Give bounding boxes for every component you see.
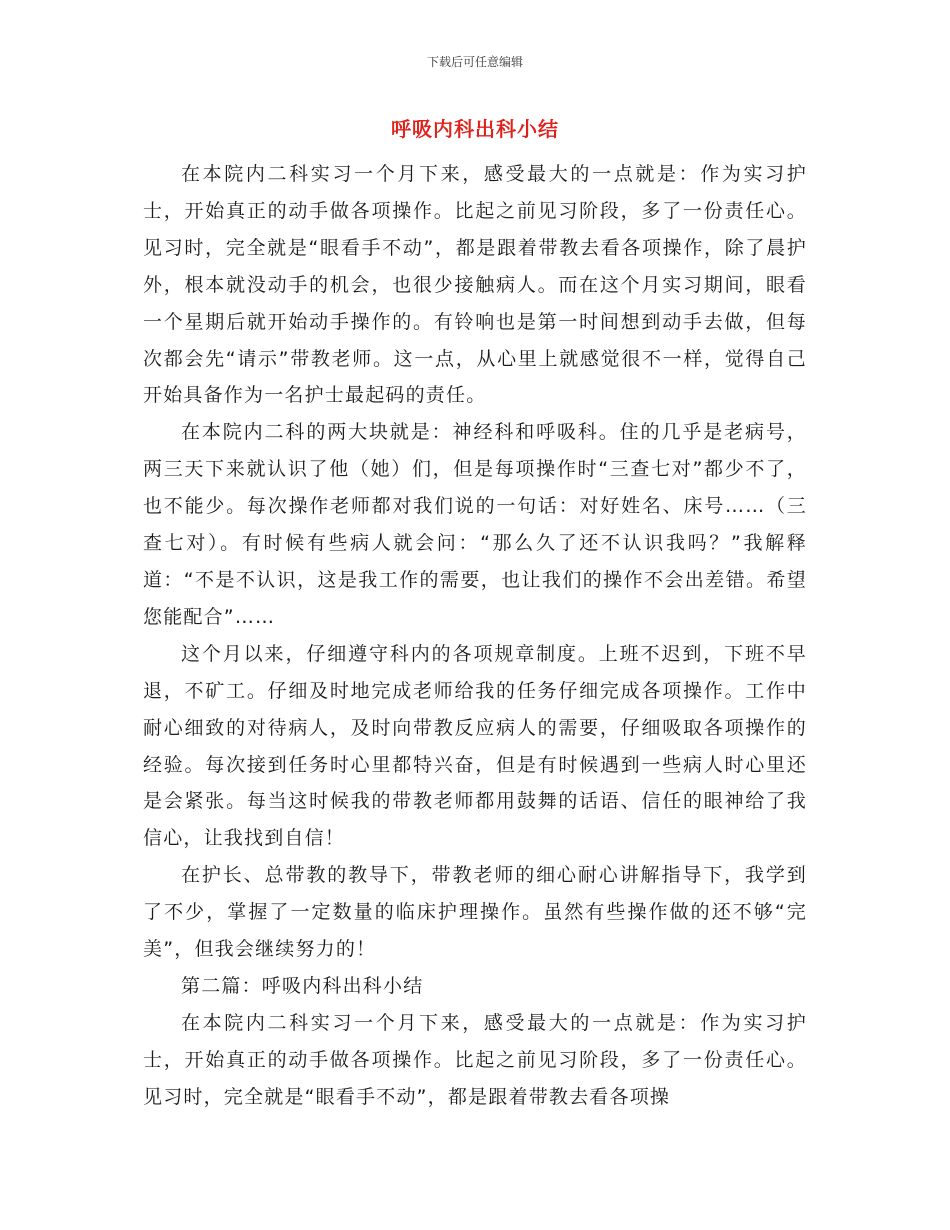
paragraph-4: 在护长、总带教的教导下，带教老师的细心耐心讲解指导下，我学到了不少，掌握了一定数量的临床护理操作。虽然有些操作做的还不够“完美”，但我会继续努力的！	[143, 864, 807, 961]
paragraph-2: 在本院内二科的两大块就是：神经科和呼吸科。住的几乎是老病号，两三天下来就认识了他（她）们，但是每项操作时“三查七对”都少不了，也不能少。每次操作老师都对我们说的一句话：对好姓名、床号……（三查七对）。有时候有些病人就会问：“那么久了还不认识我吗？”我解释道：“不是不认识，这是我工作的需要，也让我们的操作不会出差错。希望您能配合”……	[143, 421, 807, 628]
document-body	[143, 156, 807, 1116]
paragraph-3: 这个月以来，仔细遵守科内的各项规章制度。上班不迟到，下班不早退，不矿工。仔细及时地完成老师给我的任务仔细完成各项操作。工作中耐心细致的对待病人，及时向带教反应病人的需要，仔细吸取各项操作的经验。每次接到任务时心里都特兴奋，但是有时候遇到一些病人时心里还是会紧张。每当这时候我的带教老师都用鼓舞的话语、信任的眼神给了我信心，让我找到自信！	[143, 642, 807, 850]
document-title: 呼吸内科出科小结	[391, 117, 559, 141]
paragraph-5: 在本院内二科实习一个月下来，感受最大的一点就是：作为实习护士，开始真正的动手做各项操作。比起之前见习阶段，多了一份责任心。见习时，完全就是“眼看手不动”，都是跟着带教去看各项操	[143, 1011, 807, 1108]
header-note: 下载后可任意编辑	[426, 55, 523, 69]
paragraph-1: 在本院内二科实习一个月下来，感受最大的一点就是：作为实习护士，开始真正的动手做各项操作。比起之前见习阶段，多了一份责任心。见习时，完全就是“眼看手不动”，都是跟着带教去看各项操作，除了晨护外，根本就没动手的机会，也很少接触病人。而在这个月实习期间，眼看一个星期后就开始动手操作的。有铃响也是第一时间想到动手去做，但每次都会先“请示”带教老师。这一点，从心里上就感觉很不一样，觉得自己开始具备作为一名护士最起码的责任。	[143, 163, 807, 407]
section-heading-2: 第二篇：呼吸内科出科小结	[181, 974, 424, 997]
